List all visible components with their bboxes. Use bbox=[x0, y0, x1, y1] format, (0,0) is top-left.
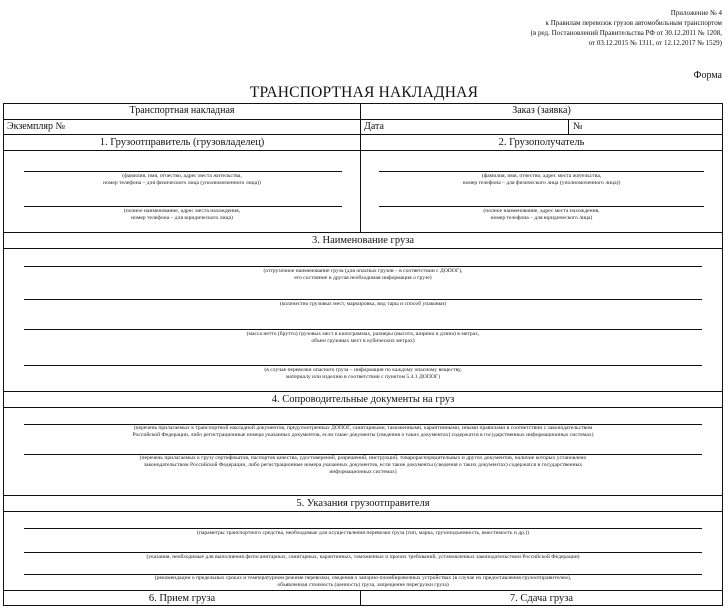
annex-line-2: к Правилам перевозок грузов автомобильным транспортом bbox=[545, 19, 722, 27]
shipper-org-line[interactable] bbox=[24, 206, 342, 207]
vehicle-params-line[interactable] bbox=[24, 528, 702, 529]
consignee-org-line[interactable] bbox=[379, 206, 704, 207]
shipper-org-hint: (полное наименование, адрес места нахождения, номер телефона – для юридического лица) bbox=[123, 208, 241, 221]
cargo-name-hint: (отгрузочное наименование груза (для опасных грузов – в соответствии с ДОПОГ), его состояние и другая необходимая информация о грузе) bbox=[263, 268, 463, 281]
annex-reference bbox=[302, 8, 722, 48]
cargo-header bbox=[4, 232, 722, 248]
cargo-mass-line[interactable] bbox=[24, 329, 702, 330]
shipper-person-line[interactable] bbox=[24, 171, 342, 172]
section-3-title: 3. Наименование груза bbox=[311, 235, 415, 246]
form-label: Форма bbox=[693, 70, 722, 81]
order-number-field[interactable]: № bbox=[568, 120, 722, 134]
header-order: Заказ (заявка) bbox=[360, 104, 722, 119]
instructions-header bbox=[4, 495, 722, 511]
annex-line-1: Приложение № 4 bbox=[670, 9, 722, 17]
section-7-title: 7. Сдача груза bbox=[360, 591, 722, 606]
shipper-block bbox=[4, 151, 360, 232]
documents-body bbox=[4, 407, 722, 495]
certificates-hint: (перечень прилагаемых к грузу сертификатов, паспортов качества, удостоверений, разрешений, инструкций, товарораспорядительных и других документов, наличие которых установлено законодательством Российской Федерации, либо регистрационные номера указанных документов, если такие документы (сведения о таких документах) содержатся в государственных информационных системах) bbox=[139, 455, 587, 475]
acceptance-delivery-header bbox=[4, 590, 722, 606]
section-2-title: 2. Грузополучатель bbox=[360, 135, 722, 150]
header-row bbox=[4, 104, 722, 119]
cargo-danger-line[interactable] bbox=[24, 365, 702, 366]
section-5-title: 5. Указания грузоотправителя bbox=[296, 498, 430, 509]
shipper-consignee-body bbox=[4, 150, 722, 232]
cargo-name-line[interactable] bbox=[24, 266, 702, 267]
order-date-field[interactable]: Дата bbox=[360, 120, 568, 134]
cargo-places-line[interactable] bbox=[24, 299, 702, 300]
annex-line-4: от 03.12.2015 № 1311, от 12.12.2017 № 1529) bbox=[588, 39, 722, 47]
consignee-block bbox=[360, 151, 722, 232]
cargo-body bbox=[4, 248, 722, 391]
copy-date-row bbox=[4, 119, 722, 134]
vehicle-params-hint: (параметры транспортного средства, необходимые для осуществления перевозки груза (тип, марка, грузоподъемность, вместимость и др.)) bbox=[196, 530, 530, 536]
shipper-consignee-header bbox=[4, 134, 722, 150]
cargo-places-hint: (количество грузовых мест, маркировка, вид тары и способ упаковки) bbox=[279, 301, 447, 307]
annex-line-3: (в ред. Постановлений Правительства РФ от 30.12.2011 № 1208, bbox=[530, 29, 722, 37]
recommendations-hint: (рекомендации о предельных сроках и температурном режиме перевозки, сведения о запорно-пломбировочных устройствах (в случае их предоставления грузоотправителем), объявленная стоимость (ценность) груза, запрещение перегрузки груза) bbox=[154, 575, 572, 588]
consignee-org-hint: (полное наименование, адрес места нахождения, номер телефона – для юридического лица) bbox=[483, 208, 600, 221]
shipper-person-hint: (фамилия, имя, отчество, адрес места жительства, номер телефона – для физического лица (уполномоченного лица)) bbox=[103, 173, 261, 186]
requirements-hint: (указания, необходимые для выполнения фитосанитарных, санитарных, карантинных, таможенных и прочих требований, установленных законодательством Российской Федерации) bbox=[146, 554, 580, 560]
form-table bbox=[3, 103, 723, 606]
copy-number-field[interactable]: Экземпляр № bbox=[7, 121, 66, 132]
section-4-title: 4. Сопроводительные документы на груз bbox=[271, 394, 455, 405]
cargo-danger-hint: (в случае перевозки опасного груза – информация по каждому опасному веществу, материалу или изделию в соответствии с пунктом 5.4.1 ДОПОГ) bbox=[264, 367, 462, 380]
document-title: ТРАНСПОРТНАЯ НАКЛАДНАЯ bbox=[249, 84, 479, 101]
cargo-mass-hint: (масса нетто (брутто) грузовых мест в килограммах, размеры (высота, ширина и длина) в метрах, объем грузовых мест в кубических метрах) bbox=[246, 331, 480, 344]
header-waybill: Транспортная накладная bbox=[129, 105, 235, 116]
instructions-body bbox=[4, 511, 722, 590]
documents-header bbox=[4, 391, 722, 407]
documents-list-hint: (перечень прилагаемых к транспортной накладной документов, предусмотренных ДОПОГ, санитарными, таможенными, карантинными, иными правилами в соответствии с законодательством Российской Федерации, либо регистрационные номера указанных документов, если такие документы (сведения о таких документах) содержатся в государственных информационных системах) bbox=[132, 425, 594, 438]
requirements-line[interactable] bbox=[24, 552, 702, 553]
consignee-person-hint: (фамилия, имя, отчество, адрес места жительства, номер телефона – для физического лица (уполномоченного лица)) bbox=[462, 173, 621, 186]
section-1-title: 1. Грузоотправитель (грузовладелец) bbox=[99, 137, 265, 148]
section-6-title: 6. Прием груза bbox=[148, 593, 216, 604]
consignee-person-line[interactable] bbox=[379, 171, 704, 172]
